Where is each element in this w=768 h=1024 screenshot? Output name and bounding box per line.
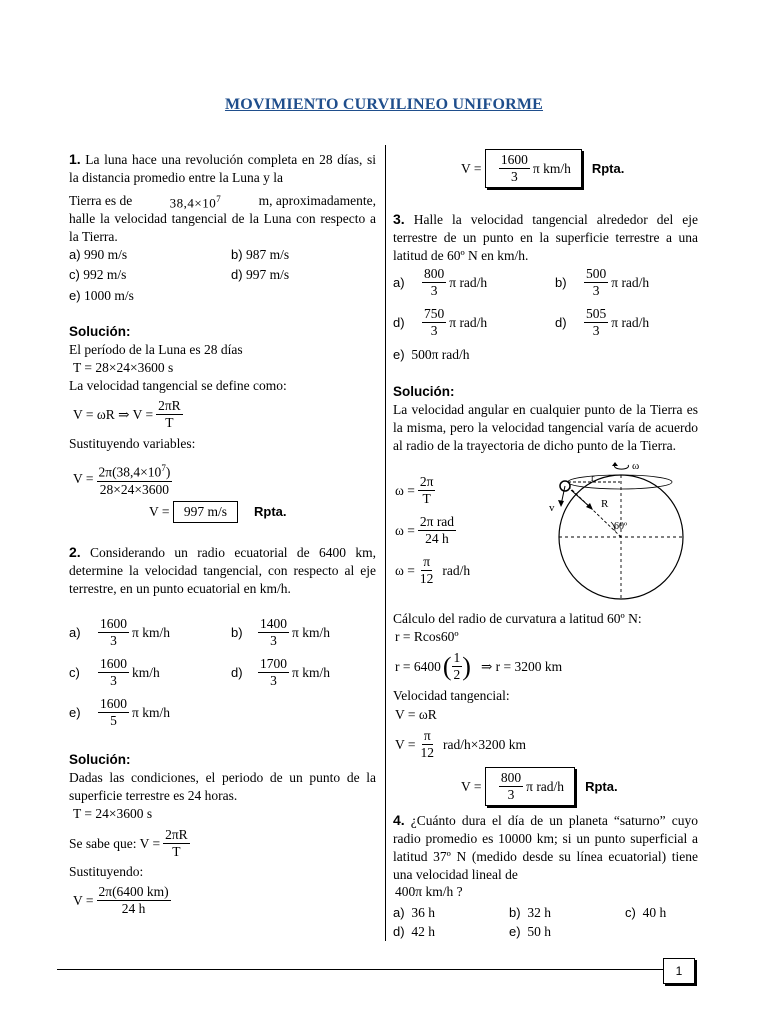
angle-label: 60º [614,521,628,532]
problem-3-solution-label: Solución: [393,384,455,399]
problem-1-period-equation: T = 28×24×3600 s [73,360,174,375]
problem-3-option-b[interactable]: b) $\frac{500}{3}$ π rad/h [555,266,650,298]
big-r-label: R [601,498,609,510]
problem-3-option-c[interactable]: d) $\frac{750}{3}$ π rad/h [393,306,488,338]
problem-3-number: 3. [393,211,405,227]
problem-3-solution-line-5: Velocidad tangencial: [393,688,510,703]
problem-4-option-d[interactable]: d) 42 h [393,924,435,939]
problem-2-option-b[interactable]: b) $\frac{1400}{3}$ π km/h [231,616,330,648]
small-r-label: r [591,473,595,484]
problem-1-solution-line-5: Sustituyendo variables: [69,436,196,451]
problem-2-statement: 2. Considerando un radio ecuatorial de 6400 km, determine la velocidad tangencial, con respecto al eje terrestre, en un punto ecuatorial en km/h. [69,544,376,596]
problem-1-answer-box: 997 m/s [173,501,238,523]
problem-1-text-3: halle la velocidad tangencial de la Luna con respecto a la Tierra. [69,211,376,244]
problem-2-answer: V = $\frac{1600}{3}$ π km/h Rpta. [461,149,624,188]
problem-4-option-b[interactable]: b) 32 h [509,905,551,920]
problem-3-statement: 3. Halle la velocidad tangencial alrededor del eje terrestre de un punto en la superficie terrestre a una latitud de 60º N en km/h. [393,211,698,263]
problem-1-option-a[interactable]: a) 990 m/s [69,247,128,262]
problem-1-option-b[interactable]: b) 987 m/s [231,247,290,262]
earth-latitude-diagram [541,452,701,602]
problem-2-number: 2. [69,544,81,560]
problem-2-answer-box: $\frac{1600}{3}$ π km/h [485,149,582,188]
problem-4-speed: 400π km/h ? [395,884,463,899]
problem-1-answer: V = 997 m/s Rpta. [149,501,287,523]
problem-1-option-e[interactable]: e) 1000 m/s [69,288,134,303]
page-number: 1 [663,958,695,984]
problem-1-solution-line-3: La velocidad tangencial se define como: [69,378,287,393]
problem-3-solution-line-1: La velocidad angular en cualquier punto de la Tierra es la misma, pero la velocidad tangencial varía de acuerdo al radio de la trayectoria de dicho punto de la Tierra. [393,402,698,453]
problem-3-omega-1: ω = $\frac{2\pi}{T}$ [395,474,434,506]
velocity-label: v [549,502,555,514]
problem-3-radius-calc: r = 6400 ( $\frac{1}{2}$ ) ⇒ r = 3200 km [395,650,563,682]
problem-1-velocity-definition: V = ωR ⇒ V = $\frac{2\pi R}{T}$ [73,398,181,430]
problem-3-rpta: Rpta. [585,778,618,794]
problem-2-option-e[interactable]: e) $\frac{1600}{5}$ π km/h [69,696,170,728]
omega-symbol: ω [632,460,640,472]
problem-3-answer-box: $\frac{800}{3}$ π rad/h [485,767,575,806]
problem-4-option-c[interactable]: c) 40 h [625,905,667,920]
problem-3-radius-formula: r = Rcos60º [395,629,459,644]
problem-1-rpta: Rpta. [254,504,287,519]
problem-2-solution-label: Solución: [69,752,131,767]
problem-1-text-1: La luna hace una revolución completa en 28 días, si la distancia promedio entre la Luna y la [69,152,377,185]
problem-4-option-a[interactable]: a) 36 h [393,905,435,920]
problem-4-statement: 4. ¿Cuánto dura el día de un planeta “saturno” cuyo radio promedio es 10000 km; si un punto superficial a latitud 37º N (medido desde su línea ecuatorial) tiene una velocidad lineal de [393,812,699,882]
problem-1-solution-line-1: El período de la Luna es 28 días [69,342,243,357]
problem-3-velocity-formula: V = ωR [395,707,437,722]
problem-3-option-e[interactable]: e) 500π rad/h [393,347,470,362]
problem-1-text-2b: m, aproximadamente, [258,193,376,209]
problem-3-option-a[interactable]: a) $\frac{800}{3}$ π rad/h [393,266,488,298]
problem-2-period-equation: T = 24×3600 s [73,806,153,821]
problem-2-velocity-definition: Se sabe que: V = $\frac{2\pi R}{T}$ [69,827,188,859]
problem-3-omega-2: ω = $\frac{\text{2π rad}}{24 h}$ [395,514,455,546]
page-title: MOVIMIENTO CURVILINEO UNIFORME [224,96,544,113]
footer-line [57,969,663,970]
problem-1-substitution: V = $\frac{2\pi(38,4\times 10^7)}{28\times 24\times 3600}$ [73,460,175,498]
problem-1-option-d[interactable]: d) 997 m/s [231,267,290,282]
problem-1-text-2a: Tierra es de [69,193,133,209]
problem-3-answer: V = $\frac{800}{3}$ π rad/h Rpta. [461,767,618,806]
problem-4-number: 4. [393,812,405,828]
problem-1-distance-line [69,190,376,212]
problem-2-option-d[interactable]: d) $\frac{1700}{3}$ π km/h [231,656,330,688]
problem-1-option-c[interactable]: c) 992 m/s [69,267,127,282]
problem-3-solution-line-2: Cálculo del radio de curvatura a latitud 60º N: [393,611,642,626]
problem-1-distance: $38,4\times 10^7$ [169,194,222,211]
problem-2-option-c[interactable]: c) $\frac{1600}{3}$ km/h [69,656,160,688]
problem-3-option-d[interactable]: d) $\frac{505}{3}$ π rad/h [555,306,650,338]
problem-4-option-e[interactable]: e) 50 h [509,924,551,939]
column-divider [385,145,386,941]
problem-1-solution-label: Solución: [69,324,131,339]
problem-2-rpta: Rpta. [591,160,625,176]
problem-2-substitution: V = $\frac{2\pi(6400 km)}{24 h}$ [73,884,169,916]
problem-1-statement [69,150,376,187]
problem-3-omega-3: ω = $\frac{\pi}{12}$ rad/h [395,554,471,586]
problem-2-solution-line-4: Sustituyendo: [69,864,144,879]
problem-2-option-a[interactable]: a) $\frac{1600}{3}$ π km/h [69,616,170,648]
problem-2-solution-line-1: Dadas las condiciones, el periodo de un punto de la superficie terrestre es 24 horas. [69,770,376,803]
problem-3-velocity-calc: V = $\frac{\pi}{12}$ rad/h×3200 km [395,728,526,760]
problem-1-number: 1. [69,151,81,167]
